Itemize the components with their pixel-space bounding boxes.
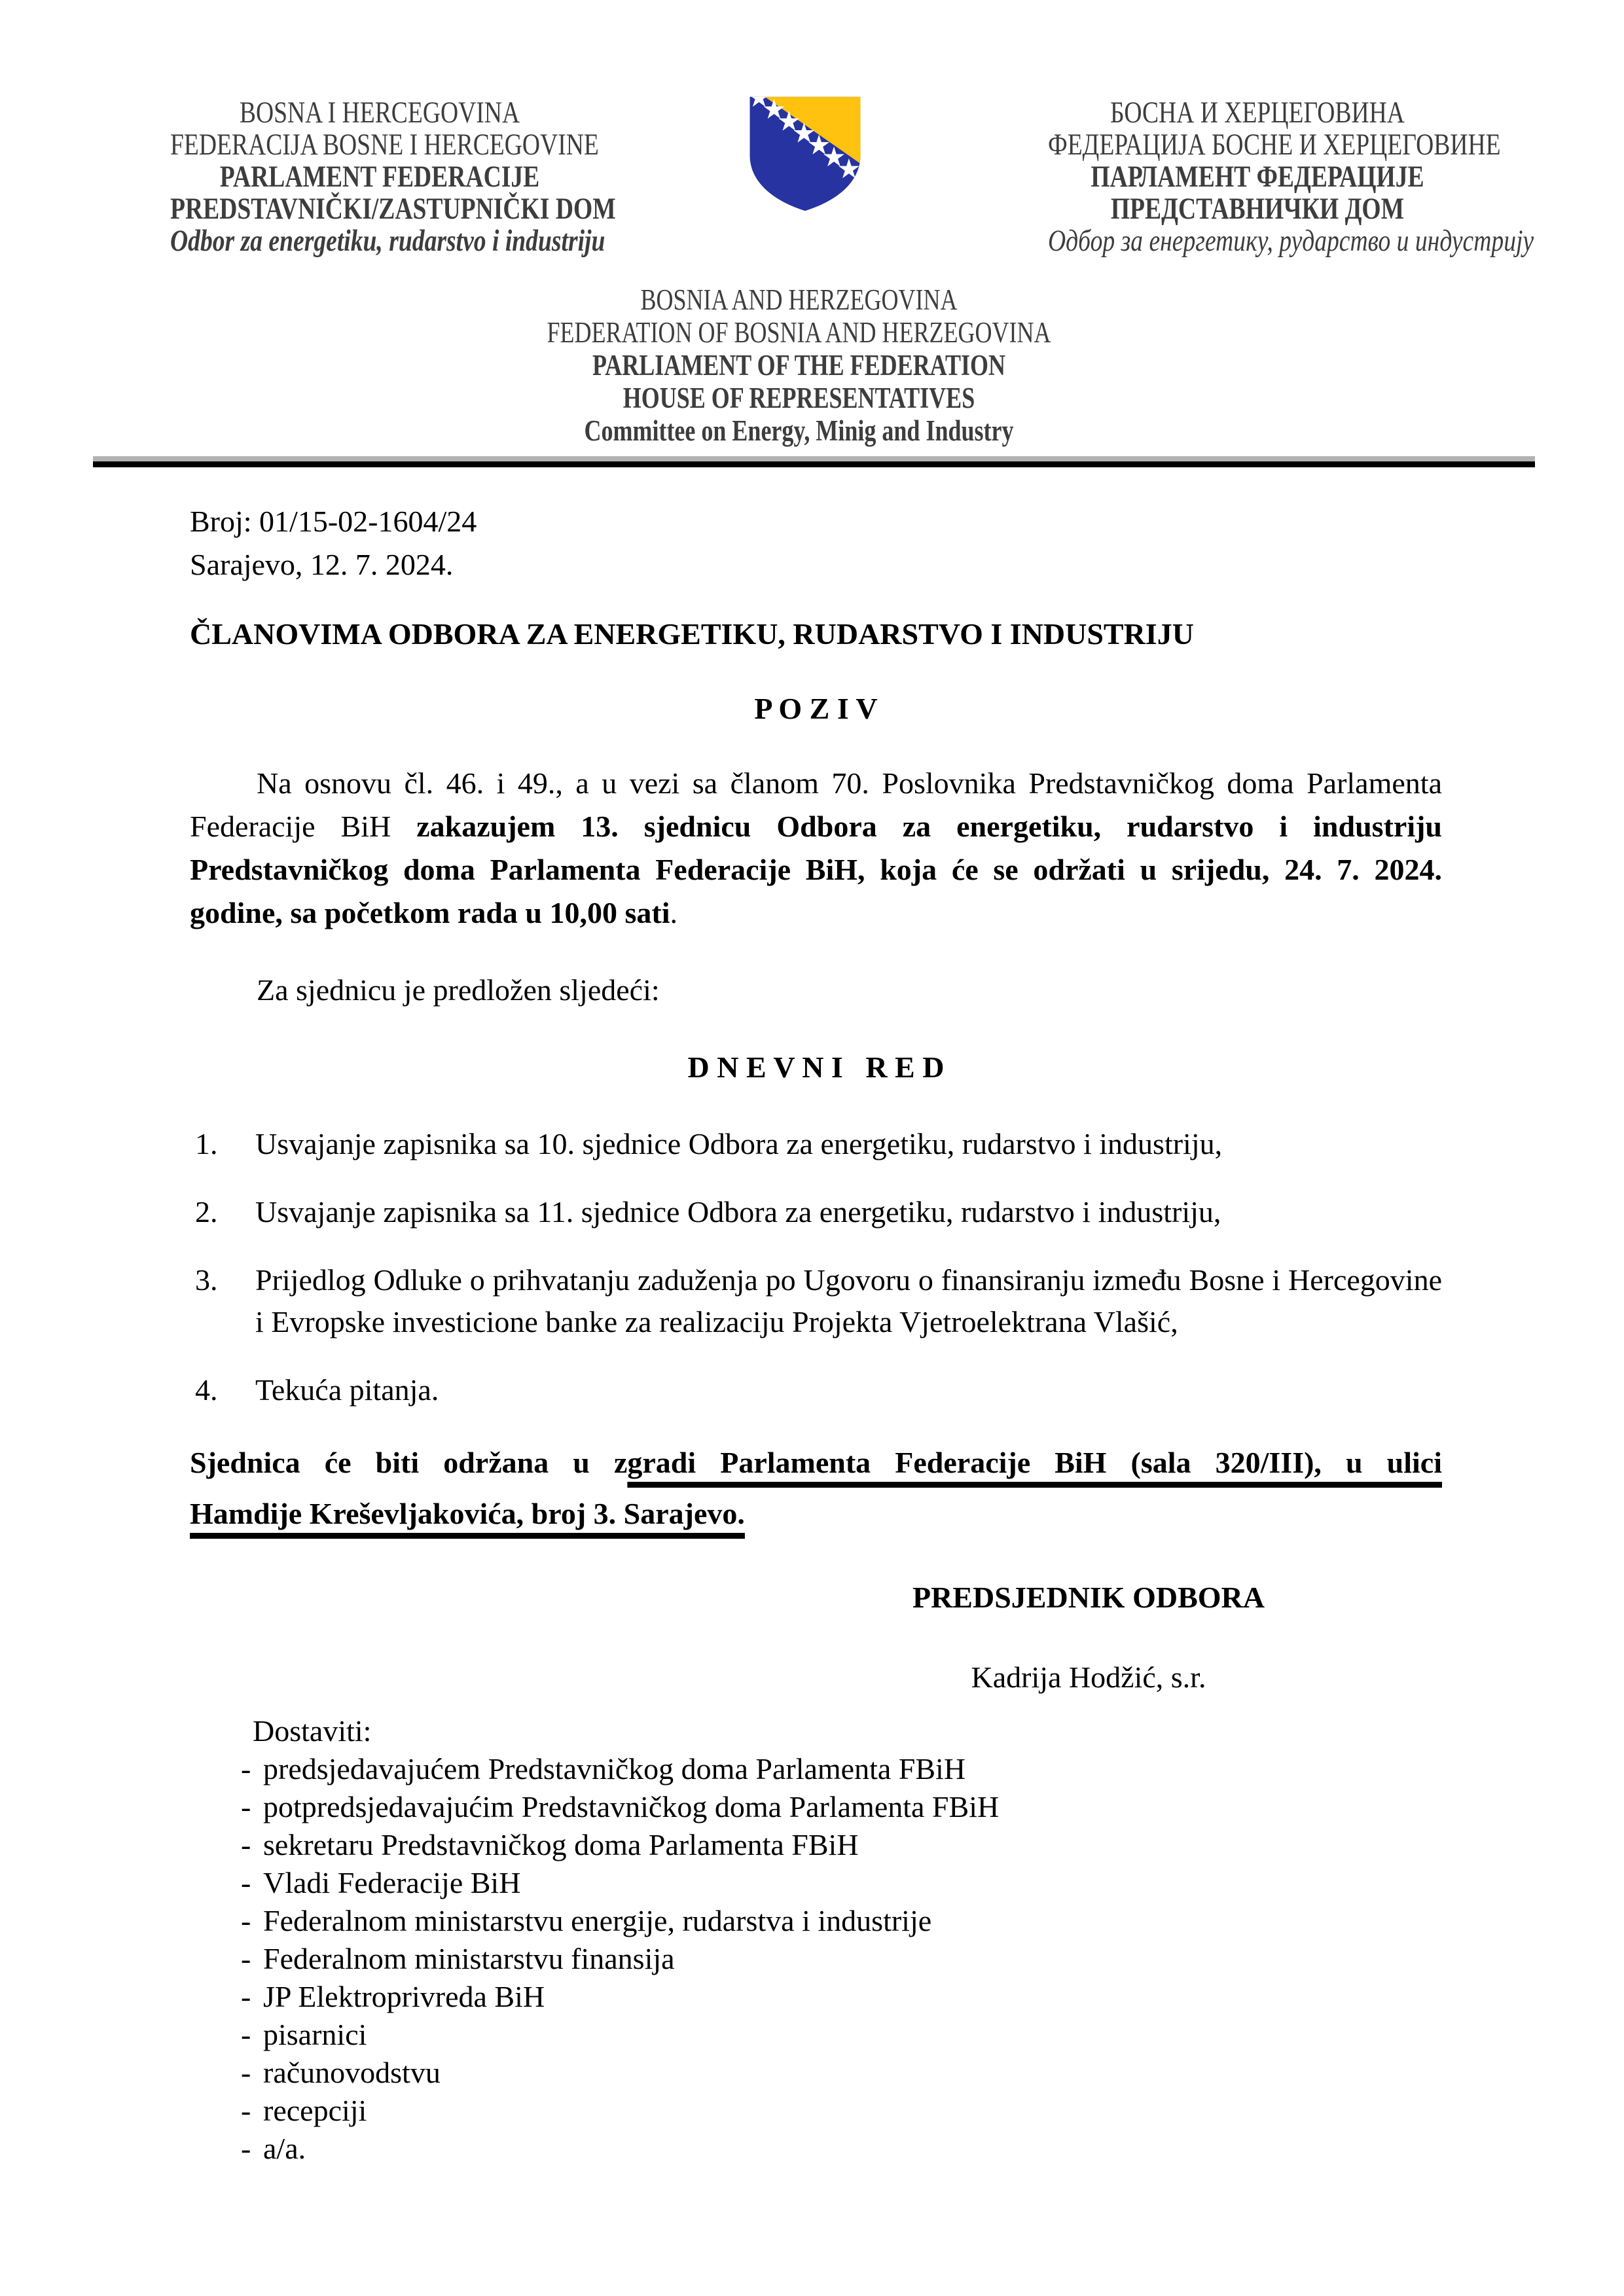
distribution-item-5 xyxy=(190,1902,1442,1940)
coat-of-arms-svg xyxy=(748,96,863,212)
letterhead-english-line-4: HOUSE OF REPRESENTATIVES xyxy=(623,382,975,414)
dash-mark: - xyxy=(241,2132,251,2165)
distribution-item-text: Federalnom ministarstvu finansija xyxy=(263,1942,675,1975)
dash-mark: - xyxy=(241,2018,251,2051)
dash-mark: - xyxy=(241,1866,251,1899)
distribution-item-text: pisarnici xyxy=(263,2018,367,2051)
divider-gray-bar xyxy=(93,456,1535,461)
letterhead-right-line-2: ФЕДЕРАЦИЈА БОСНЕ И ХЕРЦЕГОВИНЕ xyxy=(1048,128,1501,162)
letterhead-left-line-3: PARLAMENT FEDERACIJE xyxy=(219,160,540,194)
venue-underlined-segment-2: Hamdije Kreševljakovića, broj 3. Sarajevo. xyxy=(190,1497,745,1530)
dash-mark: - xyxy=(241,1904,251,1937)
letterhead-english-block xyxy=(0,283,1624,447)
distribution-item-text: Vladi Federacije BiH xyxy=(263,1866,521,1899)
header-divider xyxy=(93,456,1535,467)
letterhead-left-line-4: PREDSTAVNIČKI/ZASTUPNIČKI DOM xyxy=(170,192,616,226)
distribution-item-1 xyxy=(190,1750,1442,1788)
agenda-item-text: Usvajanje zapisnika sa 10. sjednice Odbora za energetiku, rudarstvo i industriju, xyxy=(255,1127,1223,1160)
distribution-item-text: Federalnom ministarstvu energije, rudarstva i industrije xyxy=(263,1904,932,1937)
divider-black-bar xyxy=(93,461,1535,467)
letterhead-english-line-1: BOSNIA AND HERZEGOVINA xyxy=(640,283,958,316)
distribution-item-9 xyxy=(190,2054,1442,2092)
distribution-label: Dostaviti: xyxy=(253,1714,372,1748)
venue-underlined-segment-1: gradi Parlamenta Federacije BiH (sala 320/III), u ulici xyxy=(627,1446,1443,1479)
signature-role: PREDSJEDNIK ODBORA xyxy=(912,1581,1265,1614)
distribution-item-3 xyxy=(190,1826,1442,1864)
dash-mark: - xyxy=(241,1790,251,1823)
letterhead-english-line-2: FEDERATION OF BOSNIA AND HERZEGOVINA xyxy=(547,316,1051,349)
distribution-item-text: JP Elektroprivreda BiH xyxy=(263,1980,545,2013)
agenda-item-2 xyxy=(190,1191,1442,1233)
dash-mark: - xyxy=(241,1828,251,1861)
dash-mark: - xyxy=(241,1942,251,1975)
agenda-list xyxy=(190,1123,1442,1411)
agenda-title: D N E V N I R E D xyxy=(687,1050,945,1084)
distribution-list xyxy=(190,1712,1442,2168)
distribution-item-text: a/a. xyxy=(263,2132,306,2165)
venue-line-1 xyxy=(190,1437,1442,1488)
agenda-item-text: Usvajanje zapisnika sa 11. sjednice Odbora za energetiku, rudarstvo i industriju, xyxy=(255,1195,1221,1229)
agenda-item-3 xyxy=(190,1259,1442,1343)
distribution-item-7 xyxy=(190,1978,1442,2016)
dash-mark: - xyxy=(241,1980,251,2013)
document-title: P O Z I V xyxy=(754,692,878,725)
agenda-item-number: 2. xyxy=(195,1195,218,1229)
agenda-item-number: 1. xyxy=(195,1127,218,1160)
letterhead-left-line-1: BOSNA I HERCEGOVINA xyxy=(239,96,520,130)
agenda-item-1 xyxy=(190,1123,1442,1165)
addressee-line: ČLANOVIMA ODBORA ZA ENERGETIKU, RUDARSTVO I INDUSTRIJU xyxy=(190,617,1194,651)
dash-mark: - xyxy=(241,2094,251,2127)
letterhead-left-line-2: FEDERACIJA BOSNE I HERCEGOVINE xyxy=(170,128,599,162)
distribution-item-text: sekretaru Predstavničkog doma Parlamenta FBiH xyxy=(263,1828,859,1861)
letterhead-bosnian-block xyxy=(118,97,641,257)
distribution-item-text: predsjedavajućem Predstavničkog doma Parlamenta FBiH xyxy=(263,1752,966,1785)
letterhead-english-line-5: Committee on Energy, Minig and Industry xyxy=(584,414,1014,447)
distribution-item-2 xyxy=(190,1788,1442,1826)
distribution-item-6 xyxy=(190,1940,1442,1978)
intro-emphasis: zakazujem 13. sjednicu Odbora za energetiku, rudarstvo i industriju Predstavničkog doma Parlamenta Federacije BiH, koja će se održati u srijedu, 24. 7. 2024. godine, sa početkom rada u 10,00 sati xyxy=(190,810,1443,929)
letterhead-cyrillic-block xyxy=(996,96,1534,258)
agenda-item-text: Tekuća pitanja. xyxy=(255,1373,439,1407)
agenda-item-4 xyxy=(190,1369,1442,1411)
venue-plain-segment: Sjednica će biti održana u z xyxy=(190,1446,628,1479)
letterhead-right-line-3: ПАРЛАМЕНТ ФЕДЕРАЦИЈЕ xyxy=(1091,160,1424,194)
distribution-item-8 xyxy=(190,2016,1442,2054)
place-date: Sarajevo, 12. 7. 2024. xyxy=(190,548,454,581)
letterhead-english-line-3: PARLIAMENT OF THE FEDERATION xyxy=(592,349,1006,382)
dash-mark: - xyxy=(241,2056,251,2089)
signature-block xyxy=(735,1576,1442,1699)
letterhead-right-line-5: Одбор за енергетику, рударство и индустрију xyxy=(1048,224,1534,258)
intro-tail: . xyxy=(670,896,677,929)
agenda-item-number: 3. xyxy=(195,1263,218,1297)
distribution-item-11 xyxy=(190,2130,1442,2168)
letterhead-left-line-5: Odbor za energetiku, rudarstvo i industriju xyxy=(170,224,605,258)
distribution-item-text: računovodstvu xyxy=(263,2056,441,2089)
letterhead-right-line-1: БОСНА И ХЕРЦЕГОВИНА xyxy=(1110,96,1405,130)
intro-paragraph xyxy=(190,762,1442,935)
dash-mark: - xyxy=(241,1752,251,1785)
venue-paragraph xyxy=(190,1437,1442,1539)
letterhead-right-line-4: ПРЕДСТАВНИЧКИ ДОМ xyxy=(1110,192,1405,226)
intro-lead-in: Na osnovu čl. 46. i 49., a u vezi sa članom 70. Poslovnika Predstavničkog doma Parlamenta Federacije BiH xyxy=(190,766,1442,843)
signature-name: Kadrija Hodžić, s.r. xyxy=(971,1660,1206,1694)
reference-number: Broj: 01/15-02-1604/24 xyxy=(190,505,477,538)
distribution-item-10 xyxy=(190,2092,1442,2130)
agenda-lead-line: Za sjednicu je predložen sljedeći: xyxy=(257,973,660,1007)
agenda-item-number: 4. xyxy=(195,1373,218,1407)
coat-of-arms-icon xyxy=(748,96,863,212)
letter-body xyxy=(0,467,1624,2168)
agenda-item-text: Prijedlog Odluke o prihvatanju zaduženja po Ugovoru o finansiranju između Bosne i Hercegovine i Evropske investicione banke za realizaciju Projekta Vjetroelektrana Vlašić, xyxy=(255,1263,1442,1338)
distribution-item-4 xyxy=(190,1864,1442,1902)
distribution-item-text: potpredsjedavajućim Predstavničkog doma Parlamenta FBiH xyxy=(263,1790,1000,1823)
distribution-item-text: recepciji xyxy=(263,2094,367,2127)
